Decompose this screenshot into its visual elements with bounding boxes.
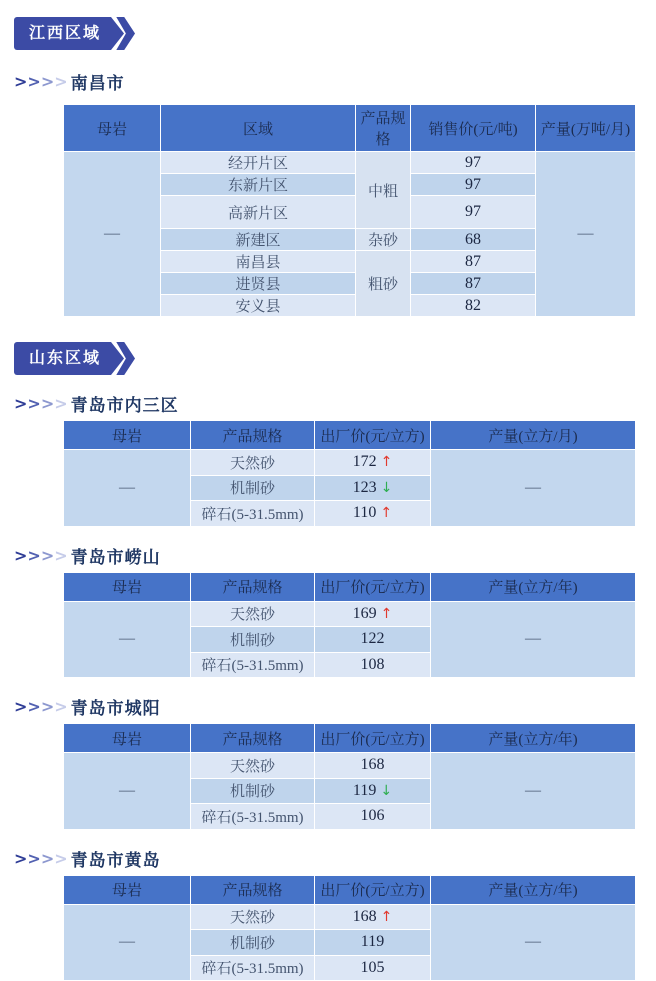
chevron-icon: > bbox=[14, 546, 25, 565]
table-cell-price bbox=[411, 229, 536, 251]
chevron-icon: > bbox=[54, 697, 65, 716]
region-badge-label: 江西区域 bbox=[29, 25, 101, 42]
chevron-icon: > bbox=[14, 394, 25, 413]
trend-up-icon: ↑ bbox=[381, 454, 393, 470]
table-header-cell: 产品规格 bbox=[191, 724, 315, 753]
price-table-qingdao-chengyang bbox=[14, 723, 656, 830]
table-header-cell: 产量(万吨/月) bbox=[536, 105, 636, 152]
table-row bbox=[64, 601, 636, 627]
table-cell-region: 经开片区 bbox=[161, 152, 356, 174]
table-header-cell: 产量(立方/年) bbox=[431, 875, 636, 904]
city-title-label: 青岛市城阳 bbox=[71, 694, 161, 719]
table-cell-mother-rock: — bbox=[64, 601, 191, 678]
trend-down-icon: ↓ bbox=[380, 783, 392, 799]
chevron-icon: > bbox=[41, 394, 52, 413]
chevron-icon: > bbox=[54, 849, 65, 868]
table-header-cell: 母岩 bbox=[64, 572, 191, 601]
table-cell-region: 南昌县 bbox=[161, 251, 356, 273]
city-title-qingdao-huangdao bbox=[14, 846, 656, 871]
price-value: 106 bbox=[361, 807, 385, 824]
trend-up-icon: ↑ bbox=[381, 909, 393, 925]
price-value: 119 bbox=[353, 782, 376, 799]
table-cell-mother-rock: — bbox=[64, 904, 191, 981]
trend-up-icon: ↑ bbox=[380, 505, 392, 521]
table-cell-price bbox=[315, 652, 431, 678]
table-cell-spec: 中粗 bbox=[356, 152, 411, 229]
chevron-icon: > bbox=[14, 697, 25, 716]
table-cell-price bbox=[411, 251, 536, 273]
table-header-row bbox=[64, 421, 636, 450]
table-header-cell: 出厂价(元/立方) bbox=[315, 875, 431, 904]
table-cell-region: 高新片区 bbox=[161, 196, 356, 229]
price-value: 168 bbox=[361, 756, 385, 773]
table-cell-spec: 天然砂 bbox=[191, 753, 315, 779]
price-value: 97 bbox=[465, 203, 481, 220]
table-header-cell: 母岩 bbox=[64, 875, 191, 904]
price-value: 105 bbox=[361, 959, 385, 976]
table-cell-mother-rock: — bbox=[64, 450, 191, 527]
table-cell-spec: 机制砂 bbox=[191, 627, 315, 653]
chevron-icon: > bbox=[14, 72, 25, 91]
table-header-cell: 出厂价(元/立方) bbox=[315, 724, 431, 753]
price-value: 108 bbox=[361, 656, 385, 673]
table-cell-output: — bbox=[431, 601, 636, 678]
table-cell-spec: 天然砂 bbox=[191, 450, 315, 476]
table-cell-spec: 天然砂 bbox=[191, 601, 315, 627]
chevron-icon: > bbox=[27, 697, 38, 716]
table-cell-price bbox=[315, 627, 431, 653]
price-value: 110 bbox=[353, 504, 376, 521]
table-header-cell: 出厂价(元/立方) bbox=[315, 421, 431, 450]
chevron-icon: > bbox=[27, 849, 38, 868]
region-badge-jiangxi bbox=[14, 17, 135, 50]
table-cell-mother-rock: — bbox=[64, 753, 191, 830]
table-header-row bbox=[64, 875, 636, 904]
table-cell-output: — bbox=[431, 904, 636, 981]
chevron-icon: > bbox=[41, 72, 52, 91]
table-cell-spec: 碎石(5-31.5mm) bbox=[191, 804, 315, 830]
chevron-icon: > bbox=[14, 849, 25, 868]
table-cell-spec: 天然砂 bbox=[191, 904, 315, 930]
price-value: 168 bbox=[353, 908, 377, 925]
table-cell-price bbox=[315, 778, 431, 804]
table-cell-output: — bbox=[431, 450, 636, 527]
chevron-icon: > bbox=[54, 394, 65, 413]
city-title-qingdao-neisanqu bbox=[14, 391, 656, 416]
price-table-qingdao-neisanqu bbox=[14, 420, 656, 527]
table-cell-region: 安义县 bbox=[161, 295, 356, 317]
price-value: 87 bbox=[465, 275, 481, 292]
city-title-qingdao-laoshan bbox=[14, 543, 656, 568]
table-cell-region: 新建区 bbox=[161, 229, 356, 251]
chevron-icon: > bbox=[41, 546, 52, 565]
price-value: 123 bbox=[353, 479, 377, 496]
table-cell-price bbox=[411, 295, 536, 317]
shandong-price-table bbox=[63, 420, 636, 527]
price-value: 97 bbox=[465, 176, 481, 193]
jiangxi-price-table bbox=[63, 104, 636, 317]
chevron-icon: > bbox=[54, 72, 65, 91]
table-header-cell: 产品规格 bbox=[191, 875, 315, 904]
region-badge-shandong bbox=[14, 342, 135, 375]
table-row bbox=[64, 450, 636, 476]
table-cell-price bbox=[315, 904, 431, 930]
table-header-cell: 产品规格 bbox=[356, 105, 411, 152]
table-cell-price bbox=[315, 930, 431, 956]
table-cell-price bbox=[411, 273, 536, 295]
table-cell-spec: 碎石(5-31.5mm) bbox=[191, 501, 315, 527]
price-value: 82 bbox=[465, 297, 481, 314]
table-cell-spec: 杂砂 bbox=[356, 229, 411, 251]
price-table-qingdao-laoshan bbox=[14, 572, 656, 679]
table-row bbox=[64, 152, 636, 174]
table-header-row bbox=[64, 724, 636, 753]
table-cell-price bbox=[411, 196, 536, 229]
table-cell-price bbox=[315, 501, 431, 527]
chevron-icon: > bbox=[41, 697, 52, 716]
city-title-label: 南昌市 bbox=[71, 69, 125, 94]
price-value: 169 bbox=[353, 605, 377, 622]
table-header-row bbox=[64, 572, 636, 601]
city-title-label: 青岛市崂山 bbox=[71, 543, 161, 568]
table-cell-price bbox=[315, 753, 431, 779]
price-table-nanchang bbox=[14, 104, 656, 317]
table-header-cell: 产品规格 bbox=[191, 421, 315, 450]
table-header-cell: 区域 bbox=[161, 105, 356, 152]
table-cell-spec: 碎石(5-31.5mm) bbox=[191, 955, 315, 981]
table-cell-spec: 机制砂 bbox=[191, 930, 315, 956]
trend-up-icon: ↑ bbox=[381, 606, 393, 622]
price-value: 172 bbox=[353, 453, 377, 470]
chevron-icon: > bbox=[27, 394, 38, 413]
price-value: 122 bbox=[361, 630, 385, 647]
table-header-cell: 产量(立方/年) bbox=[431, 724, 636, 753]
table-cell-price bbox=[315, 804, 431, 830]
table-header-cell: 销售价(元/吨) bbox=[411, 105, 536, 152]
shandong-price-table bbox=[63, 572, 636, 679]
table-cell-spec: 机制砂 bbox=[191, 778, 315, 804]
table-cell-spec: 碎石(5-31.5mm) bbox=[191, 652, 315, 678]
chevron-icon: > bbox=[27, 546, 38, 565]
trend-down-icon: ↓ bbox=[381, 480, 393, 496]
table-header-cell: 母岩 bbox=[64, 421, 191, 450]
price-table-qingdao-huangdao bbox=[14, 875, 656, 981]
shandong-price-table bbox=[63, 723, 636, 830]
price-value: 97 bbox=[465, 154, 481, 171]
table-cell-price bbox=[315, 955, 431, 981]
table-cell-mother-rock: — bbox=[64, 152, 161, 317]
table-row bbox=[64, 753, 636, 779]
table-cell-price bbox=[315, 475, 431, 501]
table-header-cell: 母岩 bbox=[64, 724, 191, 753]
table-header-cell: 产量(立方/年) bbox=[431, 572, 636, 601]
price-value: 119 bbox=[361, 933, 384, 950]
table-cell-region: 进贤县 bbox=[161, 273, 356, 295]
table-cell-price bbox=[315, 450, 431, 476]
chevron-icon: > bbox=[41, 849, 52, 868]
city-title-nanchang bbox=[14, 69, 656, 94]
city-title-qingdao-chengyang bbox=[14, 694, 656, 719]
price-value: 68 bbox=[465, 231, 481, 248]
table-header-cell: 出厂价(元/立方) bbox=[315, 572, 431, 601]
price-value: 87 bbox=[465, 253, 481, 270]
chevron-icon: > bbox=[27, 72, 38, 91]
region-badge-label: 山东区域 bbox=[29, 350, 101, 367]
table-header-cell: 产量(立方/月) bbox=[431, 421, 636, 450]
table-cell-spec: 机制砂 bbox=[191, 475, 315, 501]
shandong-price-table bbox=[63, 875, 636, 981]
table-row bbox=[64, 904, 636, 930]
table-cell-output: — bbox=[431, 753, 636, 830]
table-cell-region: 东新片区 bbox=[161, 174, 356, 196]
city-title-label: 青岛市黄岛 bbox=[71, 846, 161, 871]
table-cell-price bbox=[315, 601, 431, 627]
city-title-label: 青岛市内三区 bbox=[71, 391, 179, 416]
table-cell-price bbox=[411, 174, 536, 196]
table-cell-output: — bbox=[536, 152, 636, 317]
table-header-cell: 产品规格 bbox=[191, 572, 315, 601]
table-header-cell: 母岩 bbox=[64, 105, 161, 152]
table-cell-price bbox=[411, 152, 536, 174]
table-header-row bbox=[64, 105, 636, 152]
table-cell-spec: 粗砂 bbox=[356, 251, 411, 317]
chevron-icon: > bbox=[54, 546, 65, 565]
